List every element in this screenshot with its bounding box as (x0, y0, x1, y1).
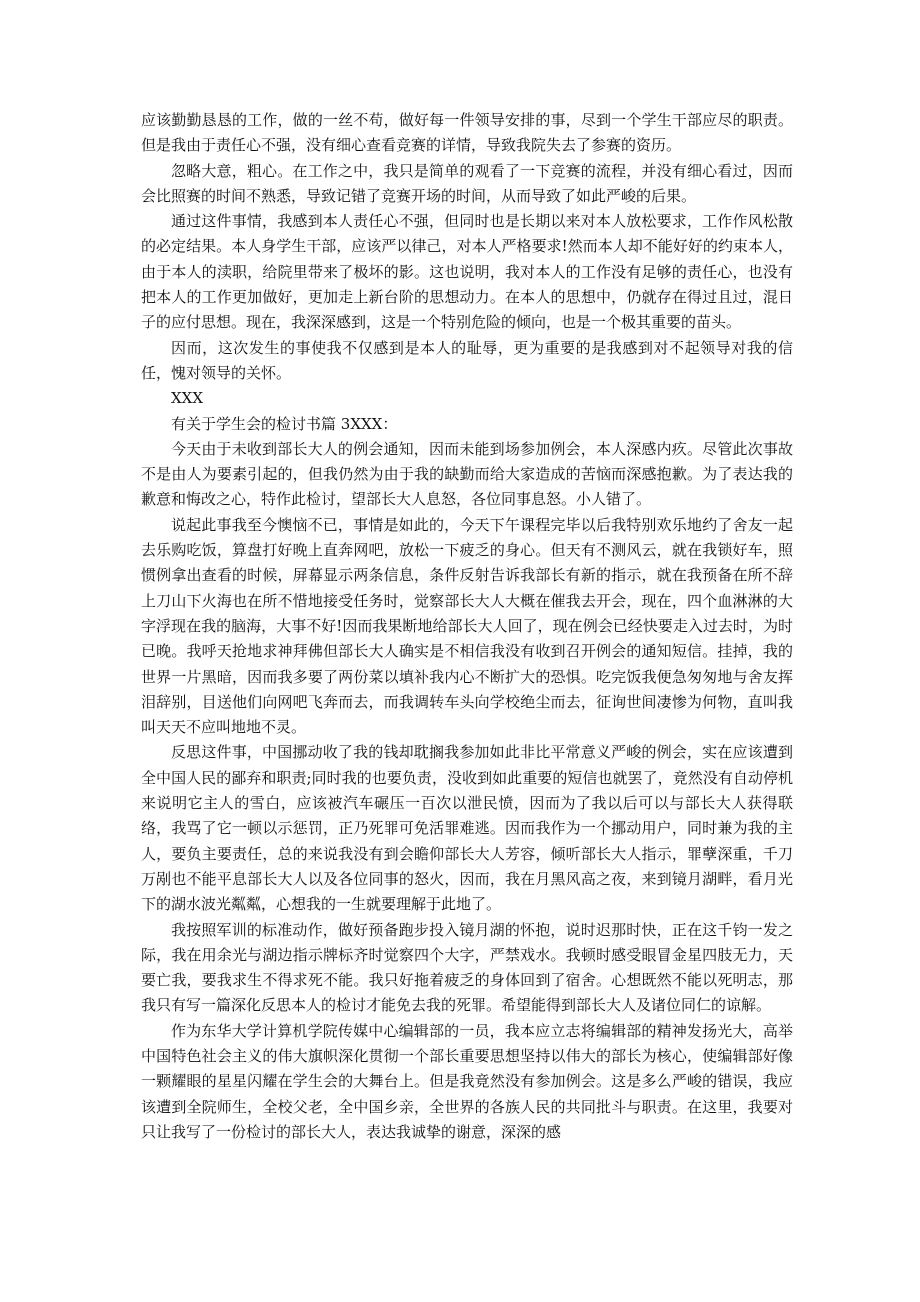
paragraph-8: 我按照军训的标准动作，做好预备跑步投入镜月湖的怀抱，说时迟那时快，正在这千钧一发之际，我在用余光与湖边指示牌标齐时觉察四个大字，严禁戏水。我顿时感受眼冒金星四肢无力，天要亡我，要我求生不得求死不能。我只好拖着疲乏的身体回到了宿舍。心想既然不能以死明志，那我只有写一篇深化反思本人的检讨才能免去我的死罪。希望能得到部长大人及诸位同仁的谅解。 (141, 920, 793, 1015)
signature-line: XXX (171, 389, 204, 408)
section-heading: 有关于学生会的检讨书篇 3XXX： (171, 414, 398, 433)
paragraph-5: 今天由于未收到部长大人的例会通知，因而未能到场参加例会，本人深感内疚。尽管此次事故不是由人为要素引起的，但我仍然为由于我的缺勤而给大家造成的苦恼而深感抱歉。为了表达我的歉意和悔改之心，特作此检讨，望部长大人息怒，各位同事息怒。小人错了。 (141, 439, 793, 509)
paragraph-2: 忽略大意，粗心。在工作之中，我只是简单的观看了一下竞赛的流程，并没有细心看过，因而会比照赛的时间不熟悉，导致记错了竞赛开场的时间，从而导致了如此严峻的后果。 (141, 161, 793, 205)
document-page (141, 108, 793, 1145)
paragraph-9: 作为东华大学计算机学院传媒中心编辑部的一员，我本应立志将编辑部的精神发扬光大，高举中国特色社会主义的伟大旗帜深化贯彻一个部长重要思想坚持以伟大的部长为核心，使编辑部好像一颗耀眼的星星闪耀在学生会的大舞台上。但是我竟然没有参加例会。这是多么严峻的错误，我应该遭到全院师生，全校父老，全中国乡亲，全世界的各族人民的共同批斗与职责。在这里，我要对只让我写了一份检讨的部长大人，表达我诚挚的谢意，深深的感 (141, 1021, 793, 1141)
paragraph-1: 应该勤勤恳恳的工作，做的一丝不苟，做好每一件领导安排的事，尽到一个学生干部应尽的职责。但是我由于责任心不强，没有细心查看竞赛的详情，导致我院失去了参赛的资历。 (141, 111, 793, 155)
paragraph-4: 因而，这次发生的事使我不仅感到是本人的耻辱，更为重要的是我感到对不起领导对我的信任，愧对领导的关怀。 (141, 338, 793, 382)
paragraph-7: 反思这件事，中国挪动收了我的钱却耽搁我参加如此非比平常意义严峻的例会，实在应该遭到全中国人民的鄙弃和职责;同时我的也要负责，没收到如此重要的短信也就罢了，竟然没有自动停机来说明它主人的雪白，应该被汽车碾压一百次以泄民愤，因而为了我以后可以与部长大人获得联络，我骂了它一顿以示惩罚，正乃死罪可免活罪难逃。因而我作为一个挪动用户，同时兼为我的主人，要负主要责任，总的来说我没有到会瞻仰部长大人芳容，倾听部长大人指示，罪孽深重，千刀万剐也不能平息部长大人以及各位同事的怒火，因而，我在月黑风高之夜，来到镜月湖畔，看月光下的湖水波光粼粼，心想我的一生就要理解于此地了。 (141, 743, 793, 914)
paragraph-6: 说起此事我至今懊恼不已，事情是如此的，今天下午课程完毕以后我特别欢乐地约了舍友一起去乐购吃饭，算盘打好晚上直奔网吧，放松一下疲乏的身心。但天有不测风云，就在我锁好车，照惯例拿出查看的时候，屏幕显示两条信息，条件反射告诉我部长有新的指示，就在我预备在所不辞上刀山下火海也在所不惜地接受任务时，觉察部长大人大概在催我去开会，现在，四个血淋淋的大字浮现在我的脑海，大事不好!因而我果断地给部长大人回了，现在例会已经快要走入过去时，为时已晚。我呼天抢地求神拜佛但部长大人确实是不相信我没有收到召开例会的通知短信。挂掉，我的世界一片黑暗，因而我多要了两份菜以填补我内心不断扩大的恐惧。吃完饭我便急匆匆地与舍友挥泪辞别，目送他们向网吧飞奔而去，而我调转车头向学校绝尘而去，征询世间凄惨为何物，直叫我叫天天不应叫地地不灵。 (141, 515, 793, 737)
paragraph-3: 通过这件事情，我感到本人责任心不强，但同时也是长期以来对本人放松要求，工作作风松散的必定结果。本人身学生干部，应该严以律己，对本人严格要求!然而本人却不能好好的约束本人，由于本人的渎职，给院里带来了极坏的影。这也说明，我对本人的工作没有足够的责任心，也没有把本人的工作更加做好，更加走上新台阶的思想动力。在本人的思想中，仍就存在得过且过，混日子的应付思想。现在，我深深感到，这是一个特别危险的倾向，也是一个极其重要的苗头。 (141, 212, 793, 332)
